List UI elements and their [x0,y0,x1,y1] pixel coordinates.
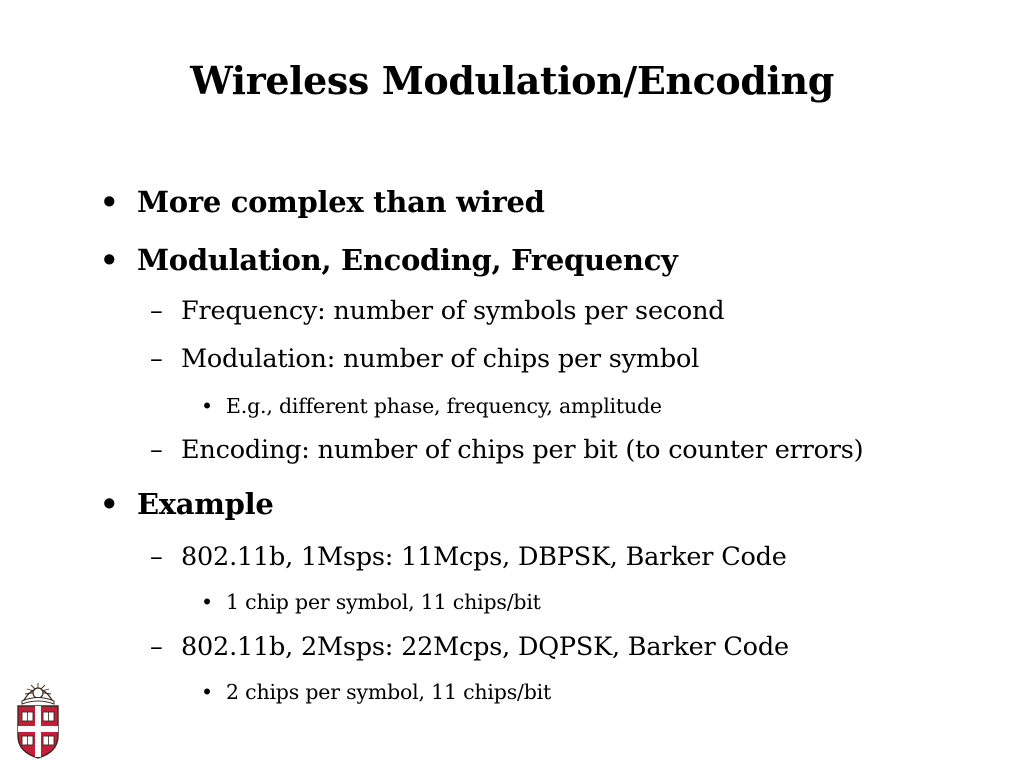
sun-crest-icon [22,683,54,704]
dash-marker: – [150,632,163,662]
dash-text: Encoding: number of chips per bit (to counter errors) [181,435,864,465]
dash-item [150,296,725,326]
sub-bullet-marker: • [201,394,213,418]
sub-bullet-marker: • [201,590,213,614]
book-icon [22,712,33,721]
sub-bullet-item [201,682,551,703]
dash-item [150,435,864,465]
dash-marker: – [150,296,163,326]
bullet-item [100,185,545,219]
sub-bullet-item [201,592,541,613]
dash-marker: – [150,344,163,374]
sub-bullet-item [201,396,662,417]
sub-bullet-marker: • [201,680,213,704]
dash-marker: – [150,542,163,572]
bullet-text: Modulation, Encoding, Frequency [137,243,678,277]
dash-text: Frequency: number of symbols per second [181,296,725,326]
dash-item [150,542,787,572]
dash-text: Modulation: number of chips per symbol [181,344,700,374]
bullet-marker: • [100,185,119,219]
sub-bullet-text: 2 chips per symbol, 11 chips/bit [226,680,552,704]
bullet-text: Example [137,487,274,521]
book-icon [22,736,33,745]
sub-bullet-text: E.g., different phase, frequency, amplitude [226,394,662,418]
dash-marker: – [150,435,163,465]
dash-text: 802.11b, 1Msps: 11Mcps, DBPSK, Barker Code [181,542,787,572]
dash-item [150,344,700,374]
sub-bullet-text: 1 chip per symbol, 11 chips/bit [226,590,541,614]
dash-text: 802.11b, 2Msps: 22Mcps, DQPSK, Barker Code [181,632,789,662]
bullet-text: More complex than wired [137,185,545,219]
shield-icon [18,706,58,758]
bullet-marker: • [100,487,119,521]
book-icon [43,736,54,745]
dash-item [150,632,789,662]
crest-logo [12,680,64,760]
bullet-item [100,487,274,521]
bullet-item [100,243,678,277]
bullet-marker: • [100,243,119,277]
book-icon [43,712,54,721]
slide-title: Wireless Modulation/Encoding [190,58,834,103]
